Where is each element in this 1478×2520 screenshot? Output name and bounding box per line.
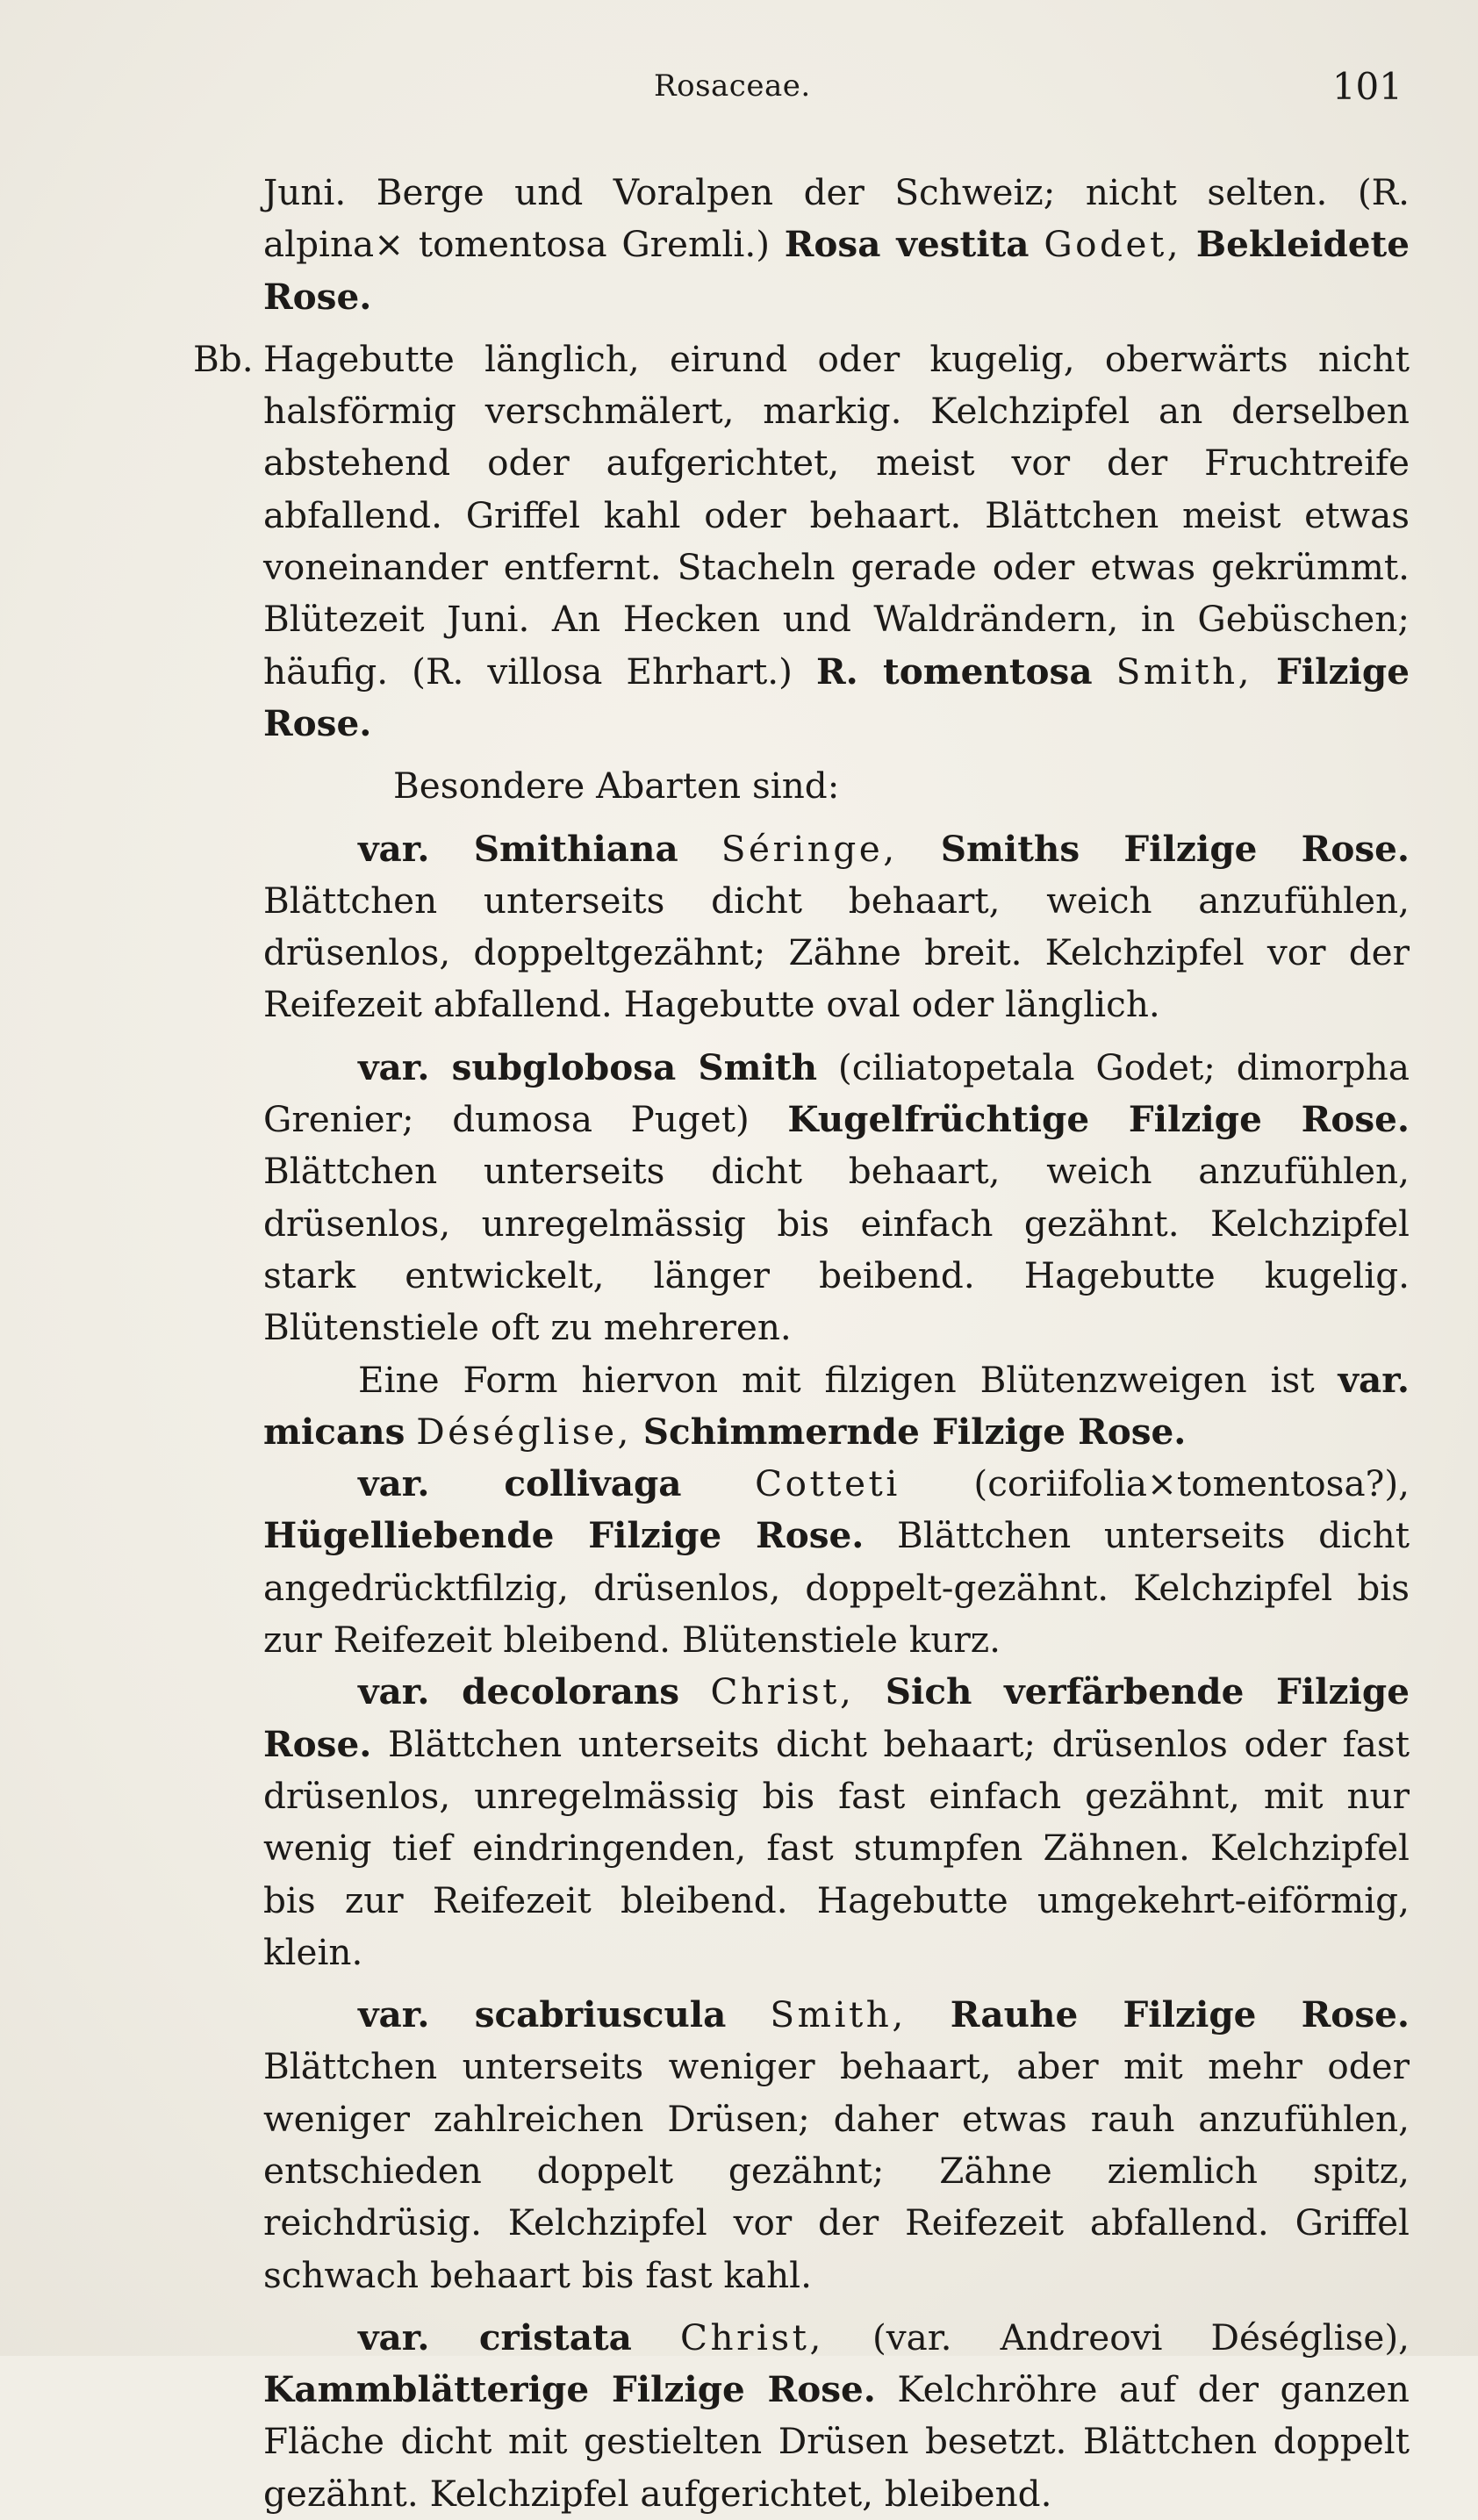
paragraph-var-micans <box>263 1354 1410 1459</box>
text-run: tomentosa?), <box>1176 1462 1410 1505</box>
hybrid-sign: × <box>1146 1462 1177 1505</box>
text-run <box>907 1993 951 2035</box>
common-name: Hügelliebende Filzige Rose. <box>263 1514 865 1557</box>
common-name: Sich verfärbende Filzige Rose. <box>263 1670 1410 1765</box>
body-text <box>193 167 1410 2520</box>
variety-name: var. collivaga <box>358 1462 682 1505</box>
text-run <box>1030 223 1044 265</box>
text-run <box>726 1993 770 2035</box>
text-run: Besondere Abarten sind: <box>393 765 840 808</box>
common-name: Schimmernde Filzige Rose. <box>642 1410 1187 1453</box>
running-head: Rosaceae. <box>654 68 811 104</box>
paragraph-var-smithiana <box>263 823 1410 1031</box>
text-run <box>682 1462 756 1504</box>
text-run: Blättchen unterseits dicht behaart; drüsenlos oder fast drüsenlos, unregelmässig bis fast einfach gezähnt, mit nur wenig tief eindringenden, fast stumpfen Zähnen. Kelchzipfel bis zur Reifezeit bleibend. Hagebutte umgekehrt-eiförmig, klein. <box>263 1722 1410 1973</box>
author-name: Godet, <box>1044 223 1182 266</box>
text-run: (var. Andreovi Déséglise), <box>823 2315 1410 2358</box>
paragraph-var-scabriuscula <box>263 1989 1410 2301</box>
author-name: Séringe, <box>721 827 898 870</box>
species-name: R. tomentosa <box>816 650 1093 693</box>
paragraph-var-collivaga <box>263 1458 1410 1666</box>
variety-name: var. cristata <box>358 2315 632 2358</box>
author-name: Déséglise, <box>416 1410 632 1453</box>
text-run <box>1093 650 1116 693</box>
author-name: Christ, <box>710 1670 855 1713</box>
variety-name: var. subglobosa Smith <box>358 1045 818 1088</box>
hybrid-sign: × <box>374 223 405 266</box>
text-run: Hagebutte länglich, eirund oder kugelig, oberwärts nicht halsförmig verschmälert, markig. Kelchzipfel an derselben abstehend oder aufgerichtet, meist vor der Fruchtreife abfallend. Griffel kahl oder behaart. Blättchen meist etwas voneinander entfernt. Stacheln gerade oder etwas gekrümmt. Blütezeit Juni. An Hecken und Waldrändern, in Gebüschen; häufig. (R. villosa Ehrhart.) <box>263 337 1410 693</box>
author-name: Smith, <box>1116 650 1252 693</box>
text-run <box>632 2316 680 2358</box>
text-run <box>679 1670 710 1712</box>
text-run: Eine Form hiervon mit filzigen Blütenzweigen ist <box>358 1358 1338 1401</box>
common-name: Filzige Rose. <box>263 650 1410 744</box>
variety-name: var. decolorans <box>358 1670 680 1713</box>
text-run: Blättchen unterseits weniger behaart, aber mit mehr oder weniger zahlreichen Drüsen; daher etwas rauh anzufühlen, entschieden doppelt gezähnt; Zähne ziemlich spitz, reichdrüsig. Kelchzipfel vor der Reifezeit abfallend. Griffel schwach behaart bis fast kahl. <box>263 2045 1410 2296</box>
paragraph-rosa-vestita <box>263 167 1410 323</box>
text-run <box>1252 650 1276 693</box>
author-name: Smith, <box>770 1993 907 2036</box>
text-run <box>405 1411 416 1453</box>
variety-name: var. scabriuscula <box>358 1993 727 2036</box>
text-run: Blättchen unterseits dicht behaart, weich anzufühlen, drüsenlos, doppeltgezähnt; Zähne breit. Kelchzipfel vor der Reifezeit abfallend. Hagebutte oval oder länglich. <box>263 879 1410 1026</box>
section-label: Bb. <box>193 337 254 380</box>
page-number: 101 <box>1331 65 1403 108</box>
text-run: Juni. Berge und Voralpen der Schweiz; nicht selten. (R. alpina <box>263 171 1410 266</box>
text-run: Kelchröhre auf der ganzen Fläche dicht mit gestielten Drüsen besetzt. Blättchen doppelt gezähnt. Kelchzipfel aufgerichtet, bleibend. <box>263 2368 1410 2515</box>
paragraph-besondere-abarten <box>263 760 1410 812</box>
text-run: (coriifolia <box>900 1462 1147 1505</box>
species-name: Rosa vestita <box>784 223 1030 266</box>
variety-name: var. micans <box>263 1358 1410 1453</box>
text-run: Blättchen unterseits dicht behaart, weich anzufühlen, drüsenlos, unregelmässig bis einfach gezähnt. Kelchzipfel stark entwickelt, länger beibend. Hagebutte kugelig. Blütenstiele oft zu mehreren. <box>263 1150 1410 1349</box>
common-name: Kammblätterige Filzige Rose. <box>263 2368 876 2411</box>
paragraph-bb <box>193 334 1410 750</box>
paragraph-var-cristata <box>263 2312 1410 2520</box>
text-run: (ciliatopetala Godet; dimorpha Grenier; dumosa Puget) <box>263 1045 1410 1141</box>
text-run <box>898 828 941 870</box>
variety-name: var. Smithiana <box>358 827 678 870</box>
common-name: Bekleidete Rose. <box>263 223 1410 318</box>
common-name: Smiths Filzige Rose. <box>940 827 1410 870</box>
paragraph-var-subglobosa <box>263 1042 1410 1354</box>
text-run: tomentosa Gremli.) <box>404 223 785 266</box>
author-name: Christ, <box>680 2315 824 2358</box>
common-name: Rauhe Filzige Rose. <box>950 1993 1410 2036</box>
text-run <box>632 1411 643 1453</box>
text-run: Blättchen unterseits dicht angedrücktfilzig, drüsenlos, doppelt-gezähnt. Kelchzipfel bis zur Reifezeit bleibend. Blütenstiele kurz. <box>263 1514 1410 1662</box>
author-name: Cotteti <box>755 1462 900 1505</box>
common-name: Kugelfrüchtige Filzige Rose. <box>787 1098 1410 1141</box>
text-run <box>1181 223 1196 265</box>
page-header <box>0 65 1478 112</box>
text-run <box>678 828 721 870</box>
text-run <box>854 1670 885 1712</box>
paragraph-var-decolorans <box>263 1666 1410 1978</box>
